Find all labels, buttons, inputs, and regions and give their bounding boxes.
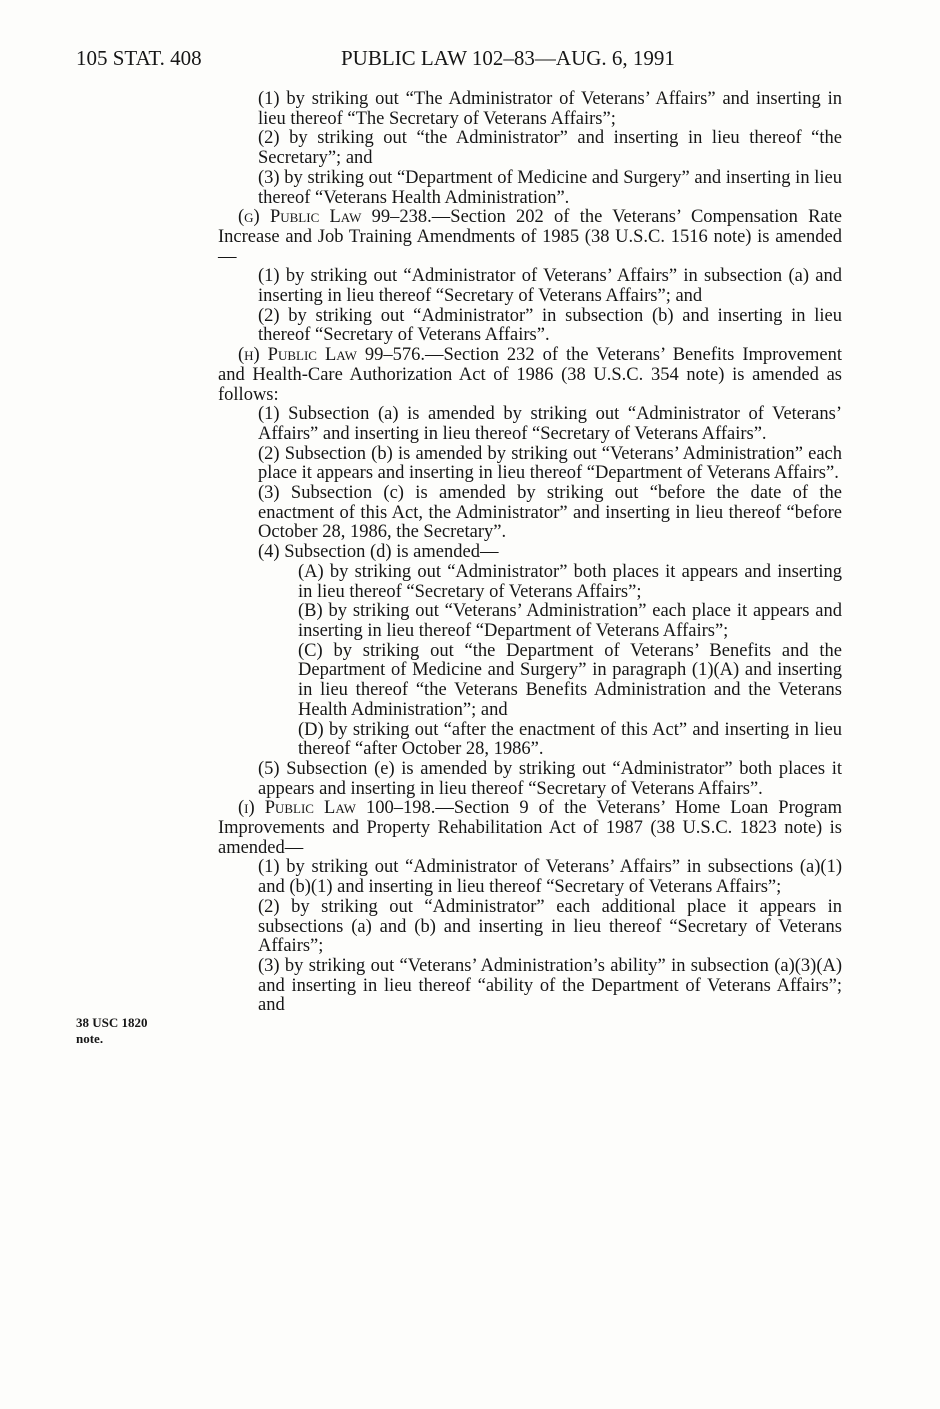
section-h	[218, 346, 842, 405]
margin-note-citation: 38 USC 1820	[76, 1015, 148, 1030]
section-h-item-4-D: (D) by striking out “after the enactment of this Act” and inserting in lieu thereof “after October 28, 1986”.	[298, 719, 842, 760]
section-h-item-4-C: (C) by striking out “the Department of Veterans’ Benefits and the Department of Medicine and Surgery” in paragraph (1)(A) and inserting in lieu thereof “the Veterans Benefits Administration and the Veterans Health Administration”; and	[298, 640, 842, 720]
section-h-item-1: (1) Subsection (a) is amended by striking out “Administrator of Veterans’ Affairs” and inserting in lieu thereof “Secretary of Veterans Affairs”.	[258, 404, 842, 444]
section-h-item-4-B: (B) by striking out “Veterans’ Administration” each place it appears and inserting in lieu thereof “Department of Veterans Affairs”;	[298, 601, 842, 641]
public-law-title: PUBLIC LAW 102–83—AUG. 6, 1991	[341, 46, 675, 70]
section-i-item-3: (3) by striking out “Veterans’ Administration’s ability” in subsection (a)(3)(A) and inserting in lieu thereof “ability of the Department of Veterans Affairs”; and	[258, 955, 842, 1016]
section-g	[218, 208, 842, 267]
section-i	[218, 799, 842, 858]
section-i-item-2: (2) by striking out “Administrator” each additional place it appears in subsections (a) and (b) and inserting in lieu thereof “Secretary of Veterans Affairs”;	[258, 896, 842, 957]
section-h-item-3: (3) Subsection (c) is amended by striking out “before the date of the enactment of this Act, the Administrator” and inserting in lieu thereof “before October 28, 1986, the Secretary”.	[258, 483, 842, 543]
section-h-text: —Section 232 of the Veterans’ Benefits Improvement and Health-Care Authorization Act of 1986 (38 U.S.C. 354 note) is amended as follows:	[218, 345, 842, 405]
section-h-item-4-A: (A) by striking out “Administrator” both places it appears and inserting in lieu thereof “Secretary of Veterans Affairs”;	[298, 561, 842, 602]
section-h-item-2: (2) Subsection (b) is amended by striking out “Veterans’ Administration” each place it appears and inserting in lieu thereof “Department of Veterans Affairs”.	[258, 443, 842, 484]
section-g-item-2: (2) by striking out “Administrator” in subsection (b) and inserting in lieu thereof “Secretary of Veterans Affairs”.	[258, 305, 842, 346]
section-g-item-1: (1) by striking out “Administrator of Veterans’ Affairs” in subsection (a) and inserting in lieu thereof “Secretary of Veterans Affairs”; and	[258, 266, 842, 307]
paragraph-item-2: (2) by striking out “the Administrator” and inserting in lieu thereof “the Secretary”; and	[258, 128, 842, 169]
stat-page-reference: 105 STAT. 408	[76, 46, 202, 70]
section-h-item-4: (4) Subsection (d) is amended—	[258, 542, 499, 563]
section-g-text: —Section 202 of the Veterans’ Compensation Rate Increase and Job Training Amendments of 1985 (38 U.S.C. 1516 note) is amended—	[218, 207, 842, 267]
page-header	[0, 46, 940, 76]
section-i-text: —Section 9 of the Veterans’ Home Loan Program Improvements and Property Rehabilitation Act of 1987 (38 U.S.C. 1823 note) is amended—	[218, 798, 842, 858]
body-text	[218, 90, 842, 1016]
section-h-label: (h) Public Law 99–576.	[238, 345, 425, 366]
section-i-label: (i) Public Law 100–198.	[238, 798, 436, 819]
section-h-item-5: (5) Subsection (e) is amended by striking out “Administrator” both places it appears and inserting in lieu thereof “Secretary of Veterans Affairs”.	[258, 758, 842, 799]
section-g-label: (g) Public Law 99–238.	[238, 207, 432, 228]
paragraph-g-item-1-cont: (1) by striking out “The Administrator of Veterans’ Affairs” and inserting in lieu thereof “The Secretary of Veterans Affairs”;	[258, 89, 842, 129]
paragraph-item-3: (3) by striking out “Department of Medicine and Surgery” and inserting in lieu thereof “Veterans Health Administration”.	[258, 167, 842, 208]
margin-note-suffix: note.	[76, 1031, 104, 1046]
section-i-item-1: (1) by striking out “Administrator of Veterans’ Affairs” in subsections (a)(1) and (b)(1) and inserting in lieu thereof “Secretary of Veterans Affairs”;	[258, 857, 842, 898]
margin-note	[76, 1015, 148, 1047]
